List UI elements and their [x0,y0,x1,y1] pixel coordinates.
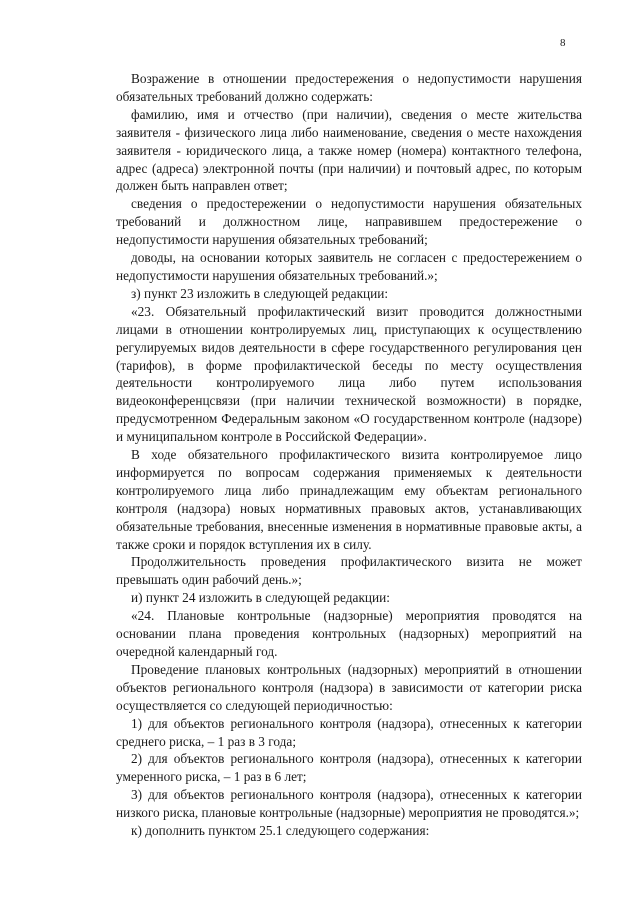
paragraph: Проведение плановых контрольных (надзорных) мероприятий в отношении объектов регионального контроля (надзора) в зависимости от категории риска осуществляется со следующей периодичностью: [116,661,582,713]
paragraph: доводы, на основании которых заявитель не согласен с предостережением о недопустимости нарушения обязательных требований.»; [116,250,582,283]
paragraph: Продолжительность проведения профилактического визита не может превышать один рабочий день.»; [116,554,582,588]
paragraph: к) дополнить пунктом 25.1 следующего содержания: [131,823,430,839]
paragraph: Возражение в отношении предостережения о недопустимости нарушения обязательных требований должно содержать: [116,71,582,104]
paragraph: 3) для объектов регионального контроля (надзора), отнесенных к категории низкого риска, плановые контрольные (надзорные) мероприятия не проводятся.»; [116,787,582,821]
paragraph: «24. Плановые контрольные (надзорные) мероприятия проводятся на основании плана проведения контрольных (надзорных) мероприятий на очередной календарный год. [116,608,582,659]
paragraph: фамилию, имя и отчество (при наличии), сведения о месте жительства заявителя - физического лица либо наименование, сведения о месте нахождения заявителя - юридического лица, а также номер (номера) контактного телефона, адрес (адреса) электронной почты (при наличии) и почтовый адрес, по которым должен быть направлен ответ; [116,106,582,194]
page-number: 8 [560,37,566,49]
paragraph: 1) для объектов регионального контроля (надзора), отнесенных к категории среднего риска, – 1 раз в 3 года; [116,715,582,749]
paragraph: сведения о предостережении о недопустимости нарушения обязательных требований и должностном лице, направившем предостережение о недопустимости нарушения обязательных требований; [116,196,582,248]
paragraph: 2) для объектов регионального контроля (надзора), отнесенных к категории умеренного риска, – 1 раз в 6 лет; [116,751,582,785]
paragraph: «23. Обязательный профилактический визит проводится должностными лицами в отношении контролируемых лиц, приступающих к осуществлению регулируемых видов деятельности в сфере государственного регулирования цен (тарифов), в форме профилактической беседы по месту осуществления деятельности контролируемого лица либо путем использования видеоконференцсвязи (при наличии технической возможности) в порядке, предусмотренном Федеральным законом «О государственном контроле (надзоре) и муниципальном контроле в Российской Федерации». [116,303,582,445]
paragraph: В ходе обязательного профилактического визита контролируемое лицо информируется по вопросам содержания применяемых к деятельности контролируемого лица либо принадлежащим ему объектам регионального контроля (надзора) новых нормативных правовых актов, устанавливающих обязательные требования, внесенные изменения в нормативные правовые акты, а также сроки и порядок вступления их в силу. [116,447,582,552]
paragraph: и) пункт 24 изложить в следующей редакции: [131,590,390,606]
paragraph: з) пункт 23 изложить в следующей редакции: [131,285,389,301]
document-body [116,70,582,840]
